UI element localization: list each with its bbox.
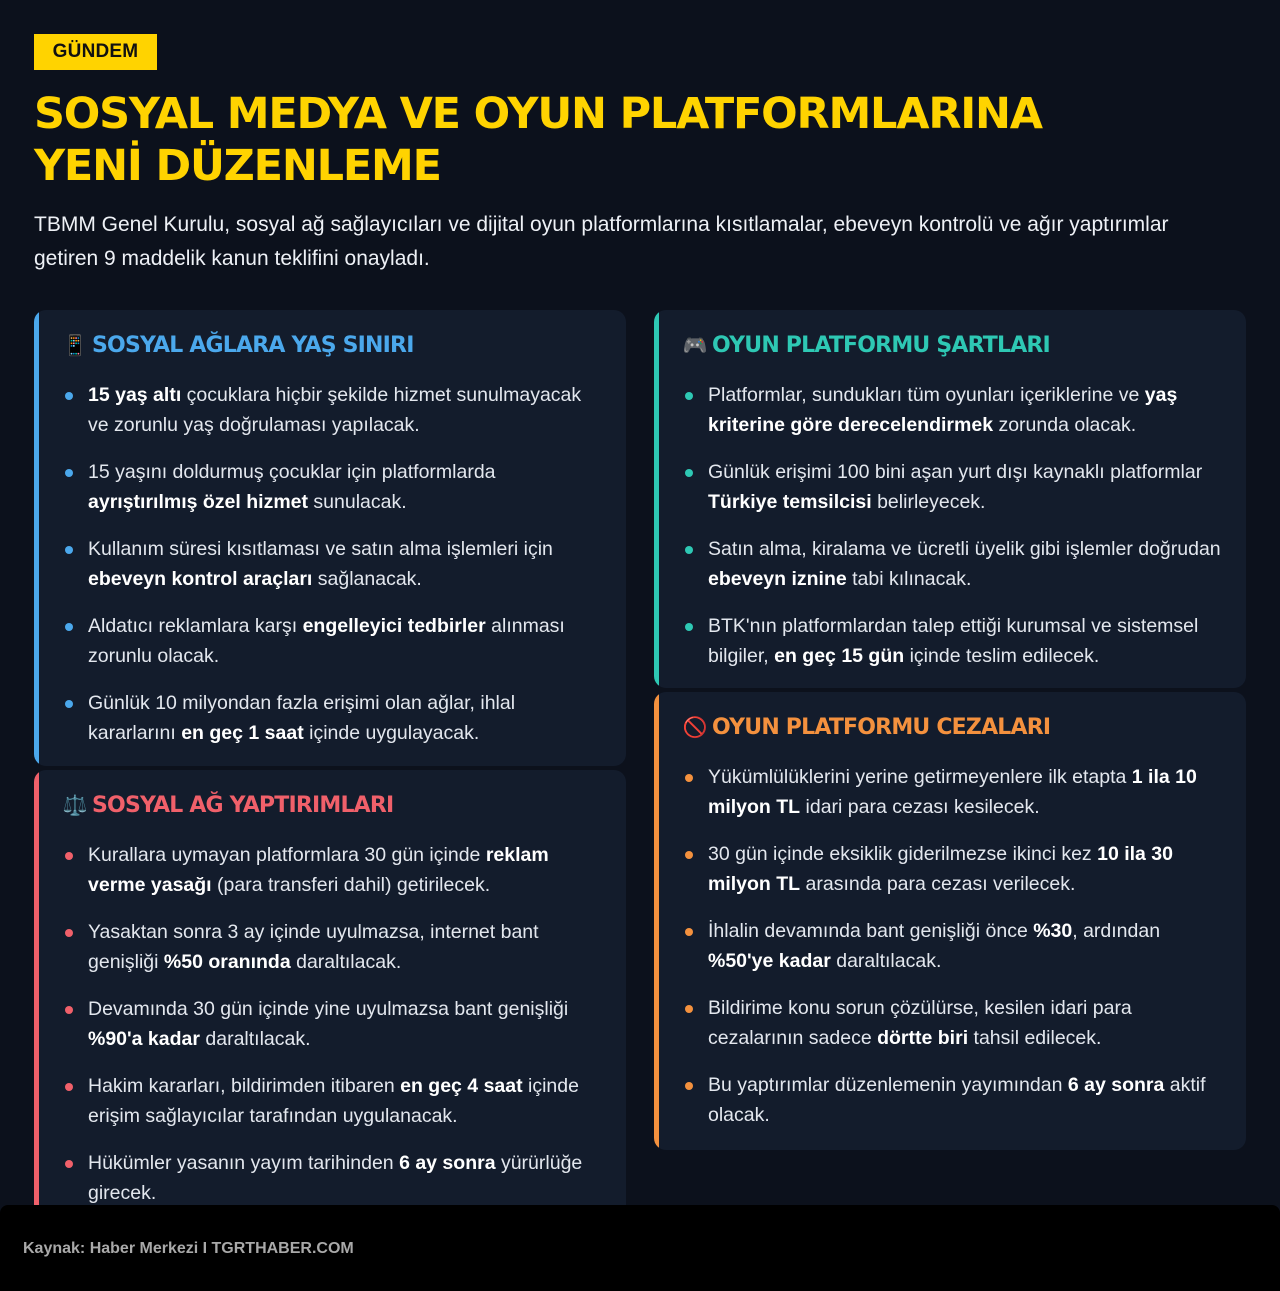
emphasis: %50 oranında xyxy=(163,951,291,973)
card-title: SOSYAL AĞ YAPTIRIMLARI xyxy=(92,793,394,818)
emphasis: ebeveyn kontrol araçları xyxy=(88,568,313,590)
emphasis: reklam verme yasağı xyxy=(88,844,549,896)
emphasis: %50'ye kadar xyxy=(708,950,831,972)
bullet-icon xyxy=(65,852,73,860)
mobile-phone-icon: 📱 xyxy=(62,335,88,357)
bullet-icon xyxy=(685,546,693,554)
prohibited-icon: 🚫 xyxy=(682,717,708,739)
bullet-icon xyxy=(65,392,73,400)
emphasis: ayrıştırılmış özel hizmet xyxy=(88,491,308,513)
bullet-icon xyxy=(685,392,693,400)
card-game-penalties xyxy=(654,692,1246,1150)
bullet-icon xyxy=(685,928,693,936)
bullet-icon xyxy=(685,469,693,477)
bullet-icon xyxy=(685,1005,693,1013)
bullet-icon xyxy=(685,1082,693,1090)
card-title: OYUN PLATFORMU ŞARTLARI xyxy=(712,333,1050,358)
balance-scale-icon: ⚖️ xyxy=(62,795,88,817)
card-header xyxy=(682,714,1050,742)
list-item: Bildirime konu sorun çözülürse, kesilen idari para cezalarının sadece dörtte biri tahsil edilecek. xyxy=(682,993,1222,1053)
emphasis: %90'a kadar xyxy=(88,1028,200,1050)
list-item: Aldatıcı reklamlara karşı engelleyici tedbirler alınması zorunlu olacak. xyxy=(62,611,602,671)
list-item: Yasaktan sonra 3 ay içinde uyulmazsa, internet bant genişliği %50 oranında daraltılacak. xyxy=(62,917,602,977)
emphasis: 6 ay sonra xyxy=(1067,1074,1165,1096)
bullet-icon xyxy=(685,623,693,631)
emphasis: 1 ila 10 milyon TL xyxy=(708,766,1197,818)
bullet-icon xyxy=(65,546,73,554)
bullet-icon xyxy=(65,1083,73,1091)
list-item: Satın alma, kiralama ve ücretli üyelik gibi işlemler doğrudan ebeveyn iznine tabi kılınacak. xyxy=(682,534,1222,594)
emphasis: Türkiye temsilcisi xyxy=(708,491,872,513)
card-social-sanctions xyxy=(34,770,626,1230)
list-item: 30 gün içinde eksiklik giderilmezse ikinci kez 10 ila 30 milyon TL arasında para cezası verilecek. xyxy=(682,839,1222,899)
list-item: Yükümlülüklerini yerine getirmeyenlere ilk etapta 1 ila 10 milyon TL idari para cezası kesilecek. xyxy=(682,762,1222,822)
card-header xyxy=(62,332,414,360)
card-age-limit xyxy=(34,310,626,766)
emphasis: 6 ay sonra xyxy=(399,1152,496,1174)
bullet-icon xyxy=(685,851,693,859)
bullet-icon xyxy=(65,1006,73,1014)
card-list xyxy=(62,380,602,765)
card-list xyxy=(682,762,1222,1147)
bullet-icon xyxy=(65,469,73,477)
bullet-icon xyxy=(65,929,73,937)
card-header xyxy=(682,332,1050,360)
list-item: Kullanım süresi kısıtlaması ve satın alma işlemleri için ebeveyn kontrol araçları sağlanacak. xyxy=(62,534,602,594)
list-item: Hükümler yasanın yayım tarihinden 6 ay sonra yürürlüğe girecek. xyxy=(62,1148,602,1208)
list-item: Hakim kararları, bildirimden itibaren en geç 4 saat içinde erişim sağlayıcılar tarafından uygulanacak. xyxy=(62,1071,602,1131)
emphasis: yaş kriterine göre derecelendirmek xyxy=(708,384,1178,436)
card-game-requirements xyxy=(654,310,1246,688)
list-item: İhlalin devamında bant genişliği önce %30, ardından %50'ye kadar daraltılacak. xyxy=(682,916,1222,976)
bullet-icon xyxy=(65,700,73,708)
bullet-icon xyxy=(65,623,73,631)
list-item: Devamında 30 gün içinde yine uyulmazsa bant genişliği %90'a kadar daraltılacak. xyxy=(62,994,602,1054)
emphasis: en geç 4 saat xyxy=(400,1075,523,1097)
card-list xyxy=(62,840,602,1225)
category-badge: GÜNDEM xyxy=(34,34,157,70)
bullet-icon xyxy=(685,774,693,782)
bullet-icon xyxy=(65,1160,73,1168)
list-item: Kurallara uymayan platformlara 30 gün içinde reklam verme yasağı (para transferi dahil) getirilecek. xyxy=(62,840,602,900)
list-item: 15 yaşını doldurmuş çocuklar için platformlarda ayrıştırılmış özel hizmet sunulacak. xyxy=(62,457,602,517)
card-header xyxy=(62,792,393,820)
list-item: 15 yaş altı çocuklara hiçbir şekilde hizmet sunulmayacak ve zorunlu yaş doğrulaması yapılacak. xyxy=(62,380,602,440)
source-credit: Kaynak: Haber Merkezi I TGRTHABER.COM xyxy=(23,1240,354,1257)
emphasis: engelleyici tedbirler xyxy=(302,615,486,637)
card-title: SOSYAL AĞLARA YAŞ SINIRI xyxy=(92,333,414,358)
intro-text: TBMM Genel Kurulu, sosyal ağ sağlayıcıları ve dijital oyun platformlarına kısıtlamalar, ebeveyn kontrolü ve ağır yaptırımlar getiren 9 maddelik kanun teklifini onayladı. xyxy=(34,213,1169,270)
card-list xyxy=(682,380,1222,688)
emphasis: %30 xyxy=(1033,920,1073,942)
emphasis: 15 yaş altı xyxy=(88,384,182,406)
emphasis: dörtte biri xyxy=(877,1027,969,1049)
list-item: Günlük 10 milyondan fazla erişimi olan ağlar, ihlal kararlarını en geç 1 saat içinde uygulayacak. xyxy=(62,688,602,748)
list-item: Bu yaptırımlar düzenlemenin yayımından 6 ay sonra aktif olacak. xyxy=(682,1070,1222,1130)
card-title: OYUN PLATFORMU CEZALARI xyxy=(712,715,1051,740)
game-controller-icon: 🎮 xyxy=(682,335,708,357)
list-item: Platformlar, sundukları tüm oyunları içeriklerine ve yaş kriterine göre derecelendirmek zorunda olacak. xyxy=(682,380,1222,440)
emphasis: en geç 1 saat xyxy=(181,722,304,744)
emphasis: en geç 15 gün xyxy=(774,645,905,667)
list-item: Günlük erişimi 100 bini aşan yurt dışı kaynaklı platformlar Türkiye temsilcisi belirleyecek. xyxy=(682,457,1222,517)
page-title: SOSYAL MEDYA VE OYUN PLATFORMLARINA YENİ DÜZENLEME xyxy=(34,89,1042,191)
emphasis: ebeveyn iznine xyxy=(708,568,847,590)
list-item: BTK'nın platformlardan talep ettiği kurumsal ve sistemsel bilgiler, en geç 15 gün içinde teslim edilecek. xyxy=(682,611,1222,671)
footer xyxy=(0,1205,1280,1291)
emphasis: 10 ila 30 milyon TL xyxy=(708,843,1173,895)
